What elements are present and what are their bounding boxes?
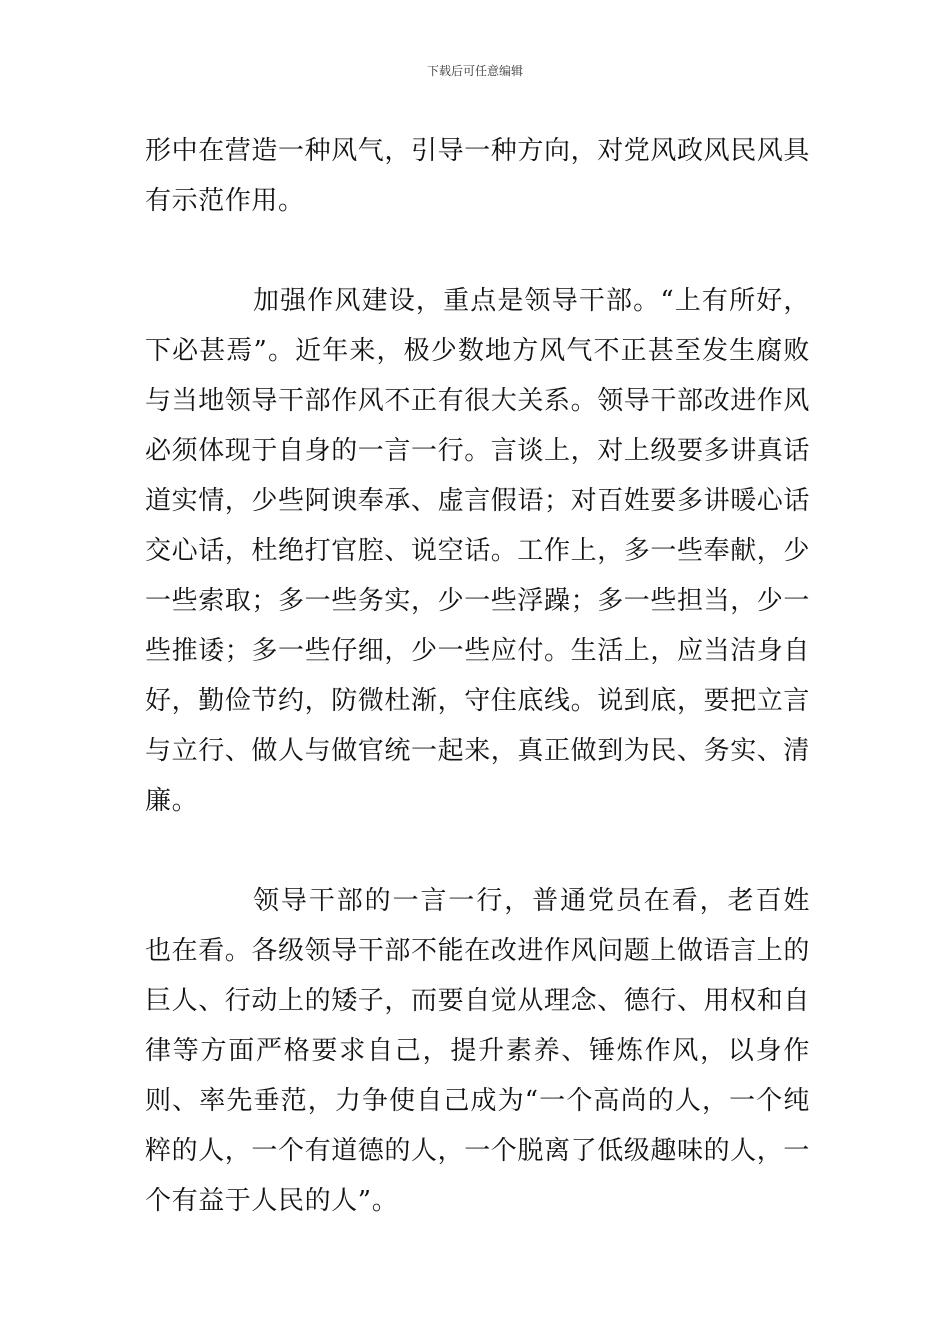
document-body: [145, 126, 810, 1226]
paragraph-work-style: 加强作风建设，重点是领导干部。“上有所好，下必甚焉”。近年来，极少数地方风气不正甚至发生腐败与当地领导干部作风不正有很大关系。领导干部改进作风必须体现于自身的一言一行。言谈上，对上级要多讲真话道实情，少些阿谀奉承、虚言假语；对百姓要多讲暖心话交心话，杜绝打官腔、说空话。工作上，多一些奉献，少一些索取；多一些务实，少一些浮躁；多一些担当，少一些推诿；多一些仔细，少一些应付。生活上，应当洁身自好，勤俭节约，防微杜渐，守住底线。说到底，要把立言与立行、做人与做官统一起来，真正做到为民、务实、清廉。: [145, 286, 811, 816]
paragraph-continuation: 形中在营造一种风气，引导一种方向，对党风政风民风具有示范作用。: [145, 136, 811, 216]
page-header: 下载后可任意编辑: [426, 64, 523, 78]
paragraph-role-model: 领导干部的一言一行，普通党员在看，老百姓也在看。各级领导干部不能在改进作风问题上做语言上的巨人、行动上的矮子，而要自觉从理念、德行、用权和自律等方面严格要求自己，提升素养、锤炼作风，以身作则、率先垂范，力争使自己成为“一个高尚的人，一个纯粹的人，一个有道德的人，一个脱离了低级趣味的人，一个有益于人民的人”。: [145, 886, 811, 1216]
